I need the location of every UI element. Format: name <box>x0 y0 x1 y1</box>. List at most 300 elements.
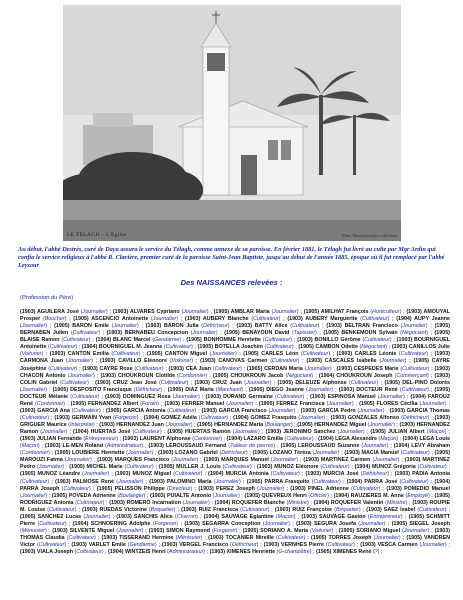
note-close-paren: ) <box>71 295 74 301</box>
birth-record: (1905) BENAYOUN David (Tapissier) <box>224 330 317 337</box>
record-year-name: (1905) HUERTAS Ramon <box>167 429 231 436</box>
record-profession: Ménuisier <box>21 527 45 534</box>
record-profession: Cultivateur <box>77 499 103 506</box>
birth-record: (1905) SORIANO Miguel (Journalier) <box>338 527 430 534</box>
record-year-name: (1903) ALVARES Cypriano <box>112 309 180 315</box>
birth-record: (1905) BOTELLA Joachim (Cultivateur) <box>197 344 294 351</box>
birth-record: (1903) CARMONA Juan (Journalier) <box>20 351 450 365</box>
record-year-name: (1903) GARCIA Pedro <box>300 407 356 414</box>
birth-record: (1903) CRUZ Juan (Journalier) <box>194 379 272 386</box>
record-year-name: (1905) AMILHAT François <box>303 309 369 315</box>
record-year-name: (1905) LOUBIERE Henriette <box>54 450 125 457</box>
birth-record: (1905) BENKEMOUN Sylvain (Négociant) <box>323 330 428 337</box>
record-profession: Cultivateur <box>402 450 428 457</box>
record-year-name: (1903) COLIN Gabriel <box>20 372 450 386</box>
record-profession: Journalier <box>67 358 92 365</box>
birth-record: (1905) MULLER J. Louis (Cultivateur) <box>158 464 252 471</box>
record-year-name: (1905) BLAISE Ramon <box>20 330 450 344</box>
record-year-name: (1904) SAUVAGE Eglantine <box>203 513 274 520</box>
birth-record: (1904) ROQUEFER Valentin (Ministre) <box>313 499 408 506</box>
record-profession: Journalier <box>214 492 238 499</box>
birth-record: (1904) MUNOZ Grégoria (Cultivateur) <box>354 464 447 471</box>
birth-record: (1905) DIAZ Maria (Marchand) <box>167 386 244 393</box>
birth-record: (1903) SEGURA Josefa (Journalier) <box>296 520 386 527</box>
birth-record: (1903) HERNANDEZ Ramon (Journalier) <box>20 422 450 436</box>
birth-record: (1904) SAUVAGE Eglantine (Maçon) <box>203 513 296 520</box>
record-year-name: (1903) MARQUES Manuel <box>203 457 269 464</box>
birth-record: (1905) SANCHEZ Lucas (Journalier) <box>20 513 111 520</box>
birth-record: (1903) LOZANO Gabriel (Défricheur) <box>157 450 248 457</box>
record-profession: Cultivateur <box>313 478 339 485</box>
birth-record: (1904) PARRA Joseph (Cultivateur) <box>20 478 450 492</box>
record-year-name: (1904) FAROUZ René <box>20 393 450 407</box>
record-profession: Directeur <box>168 485 191 492</box>
record-profession: Journalier <box>359 407 383 414</box>
birth-record: (1903) DOMINGUEZ Rosa (Journalier) <box>105 393 200 400</box>
record-year-name: (1905) HERNANDEZ Maria <box>197 422 264 428</box>
record-profession: Boucher <box>44 316 65 323</box>
record-profession: Gendarme <box>154 337 180 344</box>
record-profession: Défricheur <box>135 386 161 393</box>
birth-record: (1905) LEROUSSAUD Suzanne (Journalier) <box>280 443 389 450</box>
record-year-name: (1903) THOMAS Claudia <box>20 527 450 541</box>
record-profession: Journalier <box>403 527 428 534</box>
record-profession: Cultivateur <box>277 535 304 541</box>
record-year-name: (1903) TISSERAND Hermine <box>101 535 174 541</box>
record-profession: Cultivateur <box>63 485 90 492</box>
birth-record: (1904) LAZARO Emilia (Cultivateur) <box>226 436 314 443</box>
birth-record: (1903) THOMAS Claudia (Cultivateur) <box>20 527 450 541</box>
birth-record: (1903) MURCIA José (Défricheur) <box>305 471 389 478</box>
birth-record: (1903) VERNHES Pierre (Cultivateur) <box>263 542 355 549</box>
birth-record: (1905) CAMBON Odette (Négociant) <box>298 344 388 351</box>
birth-record: (1905) QUEVREUX Henri (Officier) <box>244 492 329 499</box>
record-profession: Journalier <box>328 400 352 407</box>
record-profession: Journalier <box>118 478 142 485</box>
record-year-name: (1903) SAEZ Isabel <box>366 506 416 513</box>
record-profession: Cultivateur <box>136 365 162 372</box>
birth-record: (1903) ESPINOSA Manuel (Journalier) <box>310 393 405 400</box>
record-year-name: (1903) CAYRE Rose <box>82 365 133 372</box>
record-year-name: (1903) MACIA Manuel <box>344 450 399 457</box>
birth-record: (1903) ROMERO Incarnation (Journalier) <box>109 499 210 506</box>
record-year-name: (1905) CAYRE Joséphine <box>20 358 450 372</box>
birth-record: (1905) PARRA Frasquito (Cultivateur) <box>246 478 341 485</box>
birth-record: (1903) LE-MEN Roland (Administrateur) <box>45 443 144 450</box>
record-year-name: (1905) FERNANDEZ Albert <box>70 400 139 407</box>
record-year-name: (1905) LOZANO Téréza <box>252 450 311 457</box>
record-profession: Journalier <box>118 527 142 534</box>
record-profession: Cultivateur <box>39 520 65 527</box>
record-year-name: (1905) RODRIGUEZ Antonia <box>20 492 450 506</box>
record-profession: Journalier <box>167 422 191 428</box>
birth-record: (1904) BLANC Marcel (Gendarme) <box>95 337 182 344</box>
record-profession: Journalier <box>379 393 403 400</box>
birth-record: (1903) CAYRE Rose (Cultivateur) <box>82 365 164 372</box>
record-year-name: (1903) GONZALES Alfonso <box>330 414 400 421</box>
record-profession: Journalier <box>113 323 137 330</box>
record-profession: Cultivateur <box>49 344 76 351</box>
record-profession: Administrateur <box>168 549 204 556</box>
birth-record: (1903) CEA Juan (Cultivateur) <box>168 365 242 372</box>
birth-record: (1903) XIMENES Henriette (G-champêtre) <box>209 549 312 556</box>
record-year-name: (1903) BARON Julia <box>145 323 199 330</box>
birth-record: (1903) POMEDIO Manuel (Journalier) <box>20 485 450 499</box>
record-year-name: (1903) VERNHES Pierre <box>263 542 324 549</box>
record-year-name: (1904) MURCIA Antonia <box>208 471 269 478</box>
record-year-name: (1905) BONHOMME Henriette <box>186 337 262 344</box>
record-year-name: (1903) GARCIA Francisco <box>201 407 267 414</box>
birth-record: (1904) CHOUKROUN Joseph (Commerçant) <box>318 372 429 379</box>
record-year-name: (1905) MULLER J. Louis <box>158 464 221 471</box>
birth-record: (1905) CAYRE Joséphine (Cultivateur) <box>20 358 450 372</box>
birth-record: (1903) PUIALTE Antonio (Journalier) <box>149 492 240 499</box>
birth-record: (1903) CRUZ Jean José (Cultivateur) <box>95 379 189 386</box>
record-year-name: (1903) GERMAIN Yvan <box>54 414 112 421</box>
record-profession: Cultivateur <box>272 471 299 478</box>
photo-credit: Mme Menakquadjia collection <box>341 233 397 238</box>
record-profession: Journalier <box>339 429 363 436</box>
birth-record: (1905) GARCIA Antonia (Cultivateur) <box>105 407 197 414</box>
birth-record: (1905) AMILHAT François (Horticulteur) <box>303 309 402 315</box>
record-profession: Cultivateur <box>21 478 48 485</box>
record-year-name: (1903) BERNABEU Concepcion <box>106 330 189 337</box>
record-profession: Cultivateur <box>126 464 152 471</box>
record-year-name: (1905) CAMBON Odette <box>298 344 358 351</box>
record-profession: Journalier <box>83 471 108 478</box>
record-year-name: (1903) CANOVAS Carmen <box>200 358 268 365</box>
record-year-name: (1903) FERRER Manuel <box>164 400 225 407</box>
record-year-name: (1905) BENKEMOUN Sylvain <box>323 330 398 337</box>
record-profession: Cultivateur <box>352 485 379 492</box>
record-year-name: (1903) LAURENT Alphonse <box>122 436 191 443</box>
record-year-name: (1905) CERDAN Maria <box>246 365 303 372</box>
record-year-name: (1903) PEREZ Joseph <box>198 485 255 492</box>
record-profession: Horticulteur <box>372 309 400 315</box>
record-profession: Journalier <box>152 316 177 323</box>
birth-record: (1903) RUEDAS Victorine (Briquetier) <box>82 506 176 513</box>
record-profession: Voiturier <box>21 351 42 358</box>
record-year-name: (1903) CHOUKROUN Clotilde <box>100 372 176 379</box>
record-year-name: (1903) ESPINOSA Manuel <box>310 393 376 400</box>
record-year-name: (1903) SEGARRA Conception <box>184 520 261 527</box>
birth-record: (1904) RAUZIERES M. Anne (Employé) <box>333 492 430 499</box>
birth-record: (1903) AUBERY Marguerite (Cultivateur) <box>287 316 390 323</box>
record-profession: Cultivateur <box>322 464 348 471</box>
record-profession: Journalier <box>314 450 338 457</box>
birth-record: (1905) LOUBIERE Henriette (Journalier) <box>54 450 154 457</box>
record-year-name: (1905) TORRES Joseph <box>310 535 372 541</box>
birth-record: (1904) WINTZEIS Henri (Administrateur) <box>108 549 206 556</box>
birth-record: (1904) GOMEZ Frasquito (Journalier) <box>233 414 326 421</box>
birth-record: (1905) DELEUZE Alphonse (Cultivateur) <box>277 379 379 386</box>
record-year-name: (1905) CANTON Miguel <box>146 351 208 358</box>
record-year-name: (1903) AUBERY Blanche <box>184 316 249 323</box>
birth-record: (1904) LEGA Alexandre (Maçon) <box>318 436 399 443</box>
record-year-name: (1905) MICHEL Marie <box>69 464 123 471</box>
record-profession: Cultivateur <box>264 337 291 344</box>
birth-record: (1903) GARCIA Francisco (Journalier) <box>201 407 296 414</box>
record-year-name: (1904) LEGA Alexandre <box>318 436 377 443</box>
birth-record: (1903) CANILLOS Julie (Voiturier) <box>20 344 450 358</box>
record-year-name: (1905) POVEDA Adrienne <box>51 492 116 499</box>
record-profession: Négociant <box>287 372 312 379</box>
birth-record: (1904) AUPY Jeanne (Journalier) <box>20 316 450 330</box>
birth-record: (1903) AUBERY Blanche (Cultivateur) <box>184 316 281 323</box>
record-year-name: (1903) VESCA Carmen <box>360 542 418 549</box>
record-profession: Cultivateur <box>72 393 98 400</box>
birth-record: (1905) MAROUZI Fatma (Journalier) <box>20 450 450 464</box>
record-year-name: (1903) PALOMINO Maria <box>149 478 212 485</box>
record-profession: Administrateur <box>106 443 142 450</box>
record-year-name: (1903) BATTY Alice <box>236 323 288 330</box>
record-year-name: (1905) BARON Emile <box>54 323 109 330</box>
birth-record: (1903) HERNANDEZ Juan (Journalier) <box>99 422 193 428</box>
record-year-name: (1905) DIAZ Maria <box>167 386 214 393</box>
record-year-name: (1903) CESPEDES Marie <box>336 365 399 372</box>
record-profession: Journalier <box>38 464 63 471</box>
record-profession: Défricheur <box>231 542 257 549</box>
record-year-name: (1903) SEGURA Josefa <box>296 520 356 527</box>
record-profession: Cordonnier <box>21 450 49 457</box>
record-profession: Cultivateur <box>286 436 312 443</box>
record-year-name: (1903) JERONIMO Sanchez <box>265 429 336 436</box>
birth-record: (1904) GOMEZ Adéla (Cultivateur) <box>143 414 228 421</box>
record-profession: Journalier <box>381 358 405 365</box>
record-year-name: (1905) DOCTEUR Mélanie <box>20 386 450 400</box>
record-year-name: (1905) QUEVREUX Henri <box>244 492 307 499</box>
birth-record: (1905) SIEGEL Joseph (Ménuisier) <box>20 520 450 534</box>
birth-record: (1905) CHOUKROUN Jacob (Négociant) <box>212 372 314 379</box>
birth-record: (1903) LEROUSSAUD Fernand (Tailleur de pierres) <box>148 443 276 450</box>
birth-record: (1903) RUIZ Francisca (Cultivateur) <box>181 506 270 513</box>
birth-record: (1905) MUNOZ Léandre (Journalier) <box>20 471 110 478</box>
record-profession: Journalier <box>369 422 394 428</box>
record-profession: Cultivateur <box>73 407 99 414</box>
birth-record: (1904) LEVY Abraham (Cordonnier) <box>20 443 450 457</box>
birth-record: (1903) CANOVAS Carmen (Cultivateur) <box>200 358 300 365</box>
birth-record: (1903) AGUILERA José (Journalier) <box>20 309 108 315</box>
record-profession: Journalier <box>307 386 332 393</box>
record-profession: Maçon <box>380 436 397 443</box>
record-profession: Cultivateur <box>327 542 354 549</box>
record-profession: Journalier <box>374 457 398 464</box>
record-profession: Cultivateur <box>214 365 241 372</box>
birth-record: (1903) MUNOZ Miguel (Cultivateur) <box>114 471 203 478</box>
record-year-name: (1903) BOURNIGUEL Antoinette <box>20 337 450 351</box>
birth-record: (1903) BARON Julia (Défricheur) <box>145 323 230 330</box>
birth-record: (1905) FERNANDEZ Albert (Forain) <box>70 400 159 407</box>
record-profession: Journalier <box>264 520 289 527</box>
record-profession: Boulanger <box>266 422 291 428</box>
record-profession: Journalier <box>273 309 297 315</box>
record-year-name: (1904) HUERTAS José <box>73 429 131 436</box>
note-label: Profession du Père <box>21 295 72 301</box>
birth-record: (1903) BONILLO Gérôme (Cultivateur) <box>297 337 392 344</box>
record-year-name: (1903) BELTRAN Francisco <box>326 323 398 330</box>
note-open-paren: ( <box>20 295 22 301</box>
record-profession: Interprète <box>70 422 93 428</box>
birth-record: (1905) CERDAN Maria (Journalier) <box>246 365 332 372</box>
record-profession: Défricheur <box>203 323 228 330</box>
birth-record: (1904) BOURNIGUEL M. Jeanne (Cultivateur) <box>81 344 193 351</box>
record-profession: Journalier <box>42 429 66 436</box>
birth-record: (1903) MARQUES Francisco (Journalier) <box>97 457 199 464</box>
record-profession: Cultivateur <box>200 414 227 421</box>
record-year-name: (1903) GARCIA Ana <box>20 407 70 414</box>
birth-record: (1903) MARQUES Manuel (Journalier) <box>203 457 298 464</box>
record-profession: Cordonnier <box>178 372 206 379</box>
record-year-name: (1904) ROQUEFER Valentin <box>313 499 384 506</box>
record-year-name: (1903) CANILLOS Julie <box>391 344 450 351</box>
birth-record: (1903) LAURENT Alphonse (Cantonnier) <box>122 436 223 443</box>
record-year-name: (1903) ROMERO Incarnation <box>109 499 182 506</box>
record-profession: Défricheur <box>402 414 428 421</box>
record-profession: Journalier <box>272 457 297 464</box>
record-year-name: (1903) LEROUSSAUD Fernand <box>148 443 227 450</box>
birth-record: (1903) CAVILLO Eléonore (Voiturier) <box>99 358 194 365</box>
birth-record: (1903) CHACON Antonio (Journalier) <box>20 365 450 379</box>
birth-record: (1905) BARON Emile (Journalier) <box>54 323 139 330</box>
record-profession: Journalier <box>127 450 152 457</box>
record-year-name: (1903) MUNOZ Miguel <box>114 471 172 478</box>
record-year-name: (1905) AMBLAR Maria <box>213 309 270 315</box>
birth-record: (1905) CANTON Miguel (Journalier) <box>146 351 237 358</box>
record-profession: Cultivateur <box>364 337 390 344</box>
birth-record: (1904) LEGA Louis (Maçon) <box>20 436 450 450</box>
record-profession: Entrepreneur <box>85 436 117 443</box>
record-profession: Cordonnier <box>36 400 64 407</box>
record-profession: Cultivateur <box>266 344 292 351</box>
record-profession: Journalier <box>270 407 294 414</box>
record-profession: Journalier <box>82 309 106 315</box>
birth-record: (1903) BERNABEU Concepcion (Journalier) <box>106 330 218 337</box>
birth-record: (1903) FERRER Manuel (Journalier) <box>164 400 254 407</box>
record-profession: Cultivateur <box>169 407 195 414</box>
record-year-name: (1904) AUPY Jeanne <box>396 316 450 323</box>
record-year-name: (1905) BOTELLA Joachim <box>197 344 263 351</box>
birth-record: (1903) TISSERAND Hermine (Ménisuier) <box>101 535 203 541</box>
record-year-name: (1905) SCHMITT Pierre <box>20 513 450 527</box>
record-year-name: (1903) MURCIA José <box>305 471 359 478</box>
record-year-name: (1903) AGUILERA José <box>20 309 79 315</box>
record-year-name: (1905) HERNANDEZ Miguel <box>297 422 367 428</box>
birth-record: (1905) DEL-PINO Dolorès (Journalier) <box>20 379 450 393</box>
record-year-name: (1905) BENAYOUN David <box>224 330 290 337</box>
record-year-name: (1903) HERNANDEZ Ramon <box>20 422 450 436</box>
record-year-name: (1905) LEROUSSAUD Suzanne <box>280 443 360 450</box>
birth-record: (1903) COLIN Gabriel (Cultivateur) <box>20 372 450 386</box>
birth-record: (1903) CANTON Emilia (Cultivateur) <box>49 351 141 358</box>
birth-record: (1903) GARCIA Thomas (Cultivateur) <box>20 407 450 421</box>
birth-record: (1903) BOURNIGUEL Antoinette (Cultivateur) <box>20 337 450 351</box>
birth-record: (1903) CARLES Léonie (Cultivateur) <box>336 351 428 358</box>
birth-record: (1904) SCHNOERING Adolphe (Forgeron) <box>72 520 179 527</box>
record-profession: Employé <box>407 492 428 499</box>
record-profession: Journalier <box>184 499 209 506</box>
record-profession: Maçon <box>277 513 294 520</box>
record-profession: Officier <box>310 492 328 499</box>
church-photo <box>63 5 401 241</box>
record-profession: Cultivateur <box>113 351 139 358</box>
record-year-name: (1905) SANCHEZ Lucas <box>20 513 82 520</box>
birth-record: (1903) VERGEL Francisco (Défricheur) <box>161 542 259 549</box>
birth-record: (1905) TORRES Joseph (Journalier) <box>310 535 401 541</box>
record-profession: Cultivateur <box>401 386 428 393</box>
record-year-name: (1905) XIMENES René <box>315 549 372 556</box>
record-profession: Cultivateur <box>21 414 48 421</box>
record-year-name: (1903) CRUZ Jean José <box>95 379 157 386</box>
birth-record: (1905) BLAISE Ramon (Cultivateur) <box>20 330 450 344</box>
record-year-name: (1903) CARMONA Juan <box>20 351 450 365</box>
birth-record: (1903) PALMOSE René (Journalier) <box>55 478 144 485</box>
birth-record: (1903) CHOUKROUN Clotilde (Cordonnier) <box>100 372 208 379</box>
birth-record: (1903) SIMON Raymond (Forgeron) <box>148 527 238 534</box>
birth-record: (1905) PELISSON Philippe (Directeur) <box>96 485 193 492</box>
record-year-name: (1903) CHACON Antonio <box>20 365 450 379</box>
record-profession: Cultivateur <box>165 344 192 351</box>
birth-record: (1903) PEREZ Joseph (Journalier) <box>198 485 285 492</box>
record-profession: Forain <box>142 400 158 407</box>
birth-record: (1905) XIMENES René (?) <box>315 549 380 556</box>
birth-record: (1904) MURCIA Antonia (Cultivateur) <box>208 471 300 478</box>
birth-record: (1903) GONZALES Alfonso (Défricheur) <box>330 414 430 421</box>
record-year-name: (1903) LOZANO Gabriel <box>157 450 218 457</box>
record-year-name: (1903) RUIZ Francisca <box>181 506 239 513</box>
record-year-name: (1903) SANCHIS Alice <box>116 513 173 520</box>
record-year-name: (1904) LEVY Abraham <box>393 443 450 450</box>
record-profession: Journalier <box>66 457 90 464</box>
birth-record: (1903) SANCHIS Alice (Charron) <box>116 513 198 520</box>
record-profession: Gendarme <box>129 542 155 549</box>
record-year-name: (1903) HERNANDEZ Juan <box>99 422 164 428</box>
record-profession: ? <box>374 549 378 556</box>
birth-record: (1903) MARTINEZ Carmen (Journalier) <box>303 457 400 464</box>
birth-record: (1905) BERNABEN Julien (Cultivateur) <box>20 323 450 337</box>
birth-record: (1905) SORIANO A. Maria (Voiturier) <box>242 527 334 534</box>
record-profession: Tailleur de pierres <box>230 443 274 450</box>
record-year-name: (1903) DOCTEUR René <box>338 386 398 393</box>
record-profession: Journalier <box>234 429 259 436</box>
record-year-name: (1903) VARLET Emile <box>71 542 126 549</box>
record-year-name: (1904) RAUZIERES M. Anne <box>333 492 404 499</box>
record-profession: Journalier <box>228 400 252 407</box>
record-year-name: (1905) ASCENCIO Antoinette <box>73 316 149 323</box>
record-year-name: (1905) DESPOSITO Francisque <box>52 386 132 393</box>
birth-record: (1903) SILVENTE Miguel (Journalier) <box>52 527 144 534</box>
record-profession: Voiturier <box>311 527 332 534</box>
record-profession: Journalier <box>183 309 207 315</box>
birth-record: (1903) DURAND Germaine (Cultivateur) <box>205 393 305 400</box>
record-profession: Ménisuier <box>177 535 201 541</box>
record-profession: Journalier <box>421 400 445 407</box>
record-year-name: (1903) MARTINEZ Carmen <box>303 457 371 464</box>
record-year-name: (1905) BERNABEN Julien <box>20 323 450 337</box>
record-year-name: (1905) FLORES Cécilia <box>359 400 418 407</box>
birth-record: (1903) CASCALES Isabelle (Journalier) <box>306 358 407 365</box>
record-profession: Négociant <box>402 330 427 337</box>
record-profession: Cultivateur <box>292 323 318 330</box>
record-year-name: (1905) SORIANO A. Maria <box>242 527 309 534</box>
record-year-name: (1904) MUNOZ Grégoria <box>354 464 416 471</box>
record-profession: Journalier <box>421 542 445 549</box>
birth-record: (1903) CESPEDES Marie (Cultivateur) <box>336 365 430 372</box>
birth-record: (1905) FERREZ Francisca (Journalier) <box>258 400 354 407</box>
record-year-name: (1903) VERGEL Francisco <box>161 542 229 549</box>
birth-record: (1905) RODRIGUEZ Antonia (Cultivateur) <box>20 492 450 506</box>
record-year-name: (1905) JULIAN Albert <box>370 429 425 436</box>
record-year-name: (1903) MARQUES Francisco <box>97 457 170 464</box>
